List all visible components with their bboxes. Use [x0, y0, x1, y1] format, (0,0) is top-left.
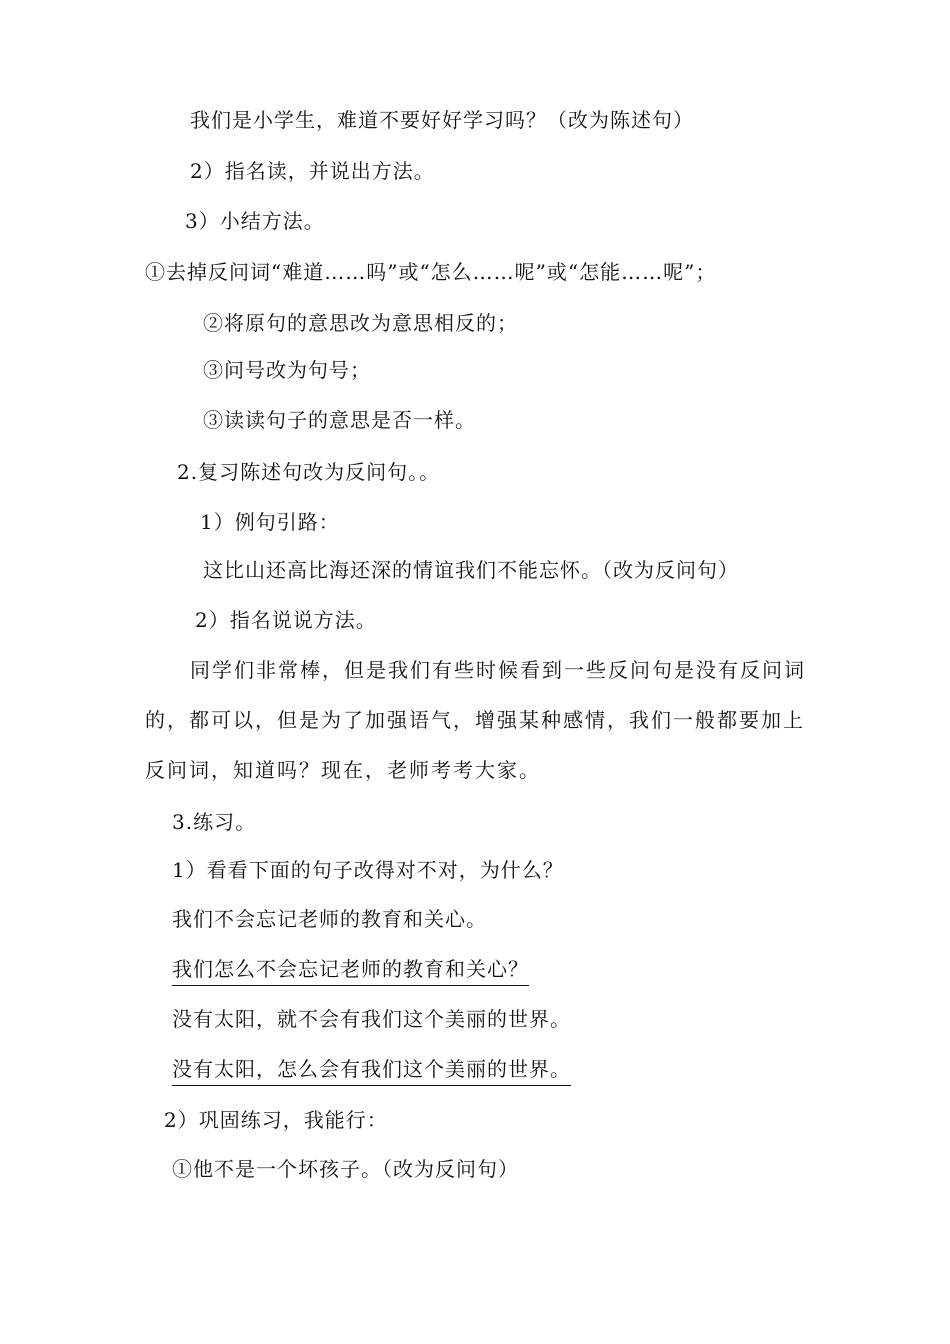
text-line-9: 1）例句引路： — [200, 510, 340, 534]
text-line-5: ②将原句的意思改为意思相反的； — [203, 311, 518, 335]
text-line-6: ③问号改为句号； — [203, 358, 371, 382]
text-line-14: 反问词，知道吗？现在，老师考考大家。 — [145, 758, 541, 782]
text-line-3: 3）小结方法。 — [185, 209, 325, 233]
text-line-13: 的，都可以，但是为了加强语气，增强某种感情，我们一般都要加上 — [145, 708, 805, 732]
text-line-15: 3.练习。 — [172, 810, 257, 834]
text-line-11: 2）指名说说方法。 — [195, 608, 377, 632]
text-line-12: 同学们非常棒，但是我们有些时候看到一些反问句是没有反问词 — [190, 658, 806, 682]
text-line-16: 1）看看下面的句子改得对不对，为什么？ — [172, 858, 564, 882]
text-line-2: 2）指名读，并说出方法。 — [190, 159, 435, 183]
text-line-17: 我们不会忘记老师的教育和关心。 — [172, 907, 487, 931]
text-line-4: ①去掉反问词“难道……吗”或“怎么……呢”或“怎能……呢”； — [145, 260, 717, 284]
text-line-21: 2）巩固练习，我能行： — [164, 1108, 388, 1132]
text-line-19: 没有太阳，就不会有我们这个美丽的世界。 — [172, 1007, 571, 1031]
text-line-8: 2.复习陈述句改为反问句。。 — [177, 460, 441, 484]
text-line-20-underlined: 没有太阳，怎么会有我们这个美丽的世界。 — [172, 1055, 571, 1086]
text-line-7: ③读读句子的意思是否一样。 — [203, 408, 476, 432]
text-line-1: 我们是小学生，难道不要好好学习吗？（改为陈述句） — [190, 108, 694, 132]
text-line-22: ①他不是一个坏孩子。（改为反问句） — [172, 1157, 519, 1181]
text-line-18-underlined: 我们怎么不会忘记老师的教育和关心？ — [172, 955, 529, 986]
text-line-10: 这比山还高比海还深的情谊我们不能忘怀。（改为反问句） — [203, 558, 739, 582]
